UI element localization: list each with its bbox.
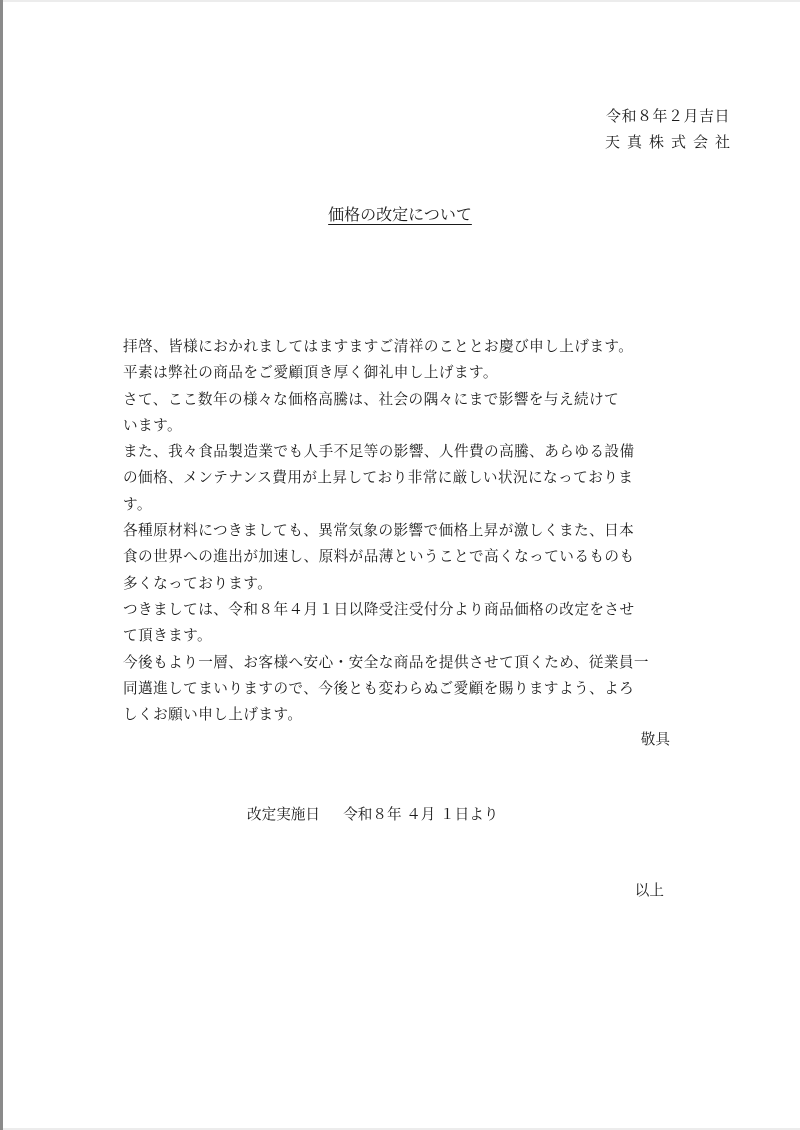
body-line: 平素は弊社の商品をご愛顧頂き厚く御礼申し上げます。 bbox=[123, 364, 498, 382]
body-line: しくお願い申し上げます。 bbox=[123, 706, 303, 724]
closing-salutation: 敬具 bbox=[640, 731, 670, 748]
body-line: 各種原材料につきましても、異常気象の影響で価格上昇が激しくまた、日本 bbox=[123, 522, 635, 540]
body-line: 多くなっております。 bbox=[123, 574, 273, 592]
effective-date-value: 令和８年 ４月 １日より bbox=[343, 806, 499, 823]
effective-date-label: 改定実施日 bbox=[247, 806, 320, 823]
end-mark: 以上 bbox=[634, 882, 664, 899]
body-line: 食の世界への進出が加速し、原料が品薄ということで高くなっているものも bbox=[123, 548, 635, 566]
body-line: また、我々食品製造業でも人手不足等の影響、人件費の高騰、あらゆる設備 bbox=[123, 443, 635, 461]
letter-body bbox=[123, 334, 683, 728]
body-line: います。 bbox=[123, 416, 183, 434]
body-line: の価格、メンテナンス費用が上昇しており非常に厳しい状況になっておりま bbox=[123, 469, 634, 487]
letter-header bbox=[604, 103, 737, 155]
body-line: 拝啓、皆様におかれましてはますますご清祥のこととお慶び申し上げます。 bbox=[123, 338, 634, 355]
body-line: て頂きます。 bbox=[123, 627, 213, 645]
document-title-text: 価格の改定について bbox=[328, 205, 472, 224]
body-line: つきましては、令和８年４月１日以降受注受付分より商品価格の改定をさせ bbox=[123, 600, 635, 618]
company-name: 天真株式会社 bbox=[604, 133, 737, 151]
document-title bbox=[0, 203, 800, 227]
body-line: 今後もより一層、お客様へ安心・安全な商品を提供させて頂くため、従業員一 bbox=[123, 653, 649, 671]
body-line: 同邁進してまいりますので、今後とも変わらぬご愛顧を賜りますよう、よろ bbox=[123, 679, 635, 697]
body-line: す。 bbox=[123, 495, 152, 513]
effective-date-line bbox=[247, 803, 498, 827]
issue-date: 令和８年２月吉日 bbox=[605, 107, 730, 125]
body-line: さて、ここ数年の様々な価格高騰は、社会の隅々にまで影響を与え続けて bbox=[123, 390, 620, 408]
